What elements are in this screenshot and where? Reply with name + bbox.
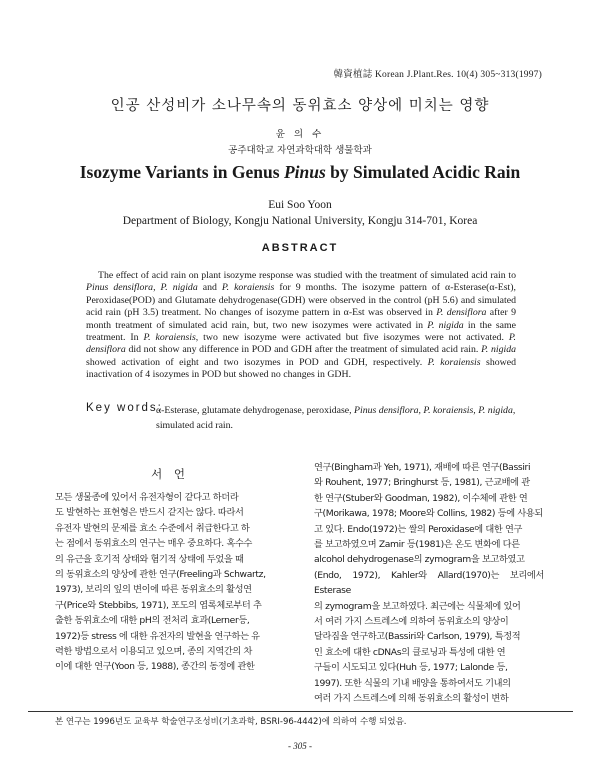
keywords-part: α-Esterase, glutamate dehydrogenase, peroxidase, — [156, 405, 354, 416]
body-text-line: 여러 가지 스트레스에 의해 동위효소의 활성이 변하 — [314, 693, 509, 705]
intro-heading: 서 언 — [151, 467, 189, 481]
abstract-species: P. koraiensis — [221, 282, 275, 294]
english-title-genus: Pinus — [283, 162, 326, 182]
korean-author: 윤 의 수 — [275, 129, 325, 140]
keywords-part: , simulated acid rain. — [156, 405, 516, 431]
english-title-part: Isozyme Variants in Genus — [79, 162, 284, 182]
abstract-species: P. densiflora — [436, 307, 487, 319]
abstract-text: for 9 months. The isozyme pattern of α-Esterase(α-Est), Peroxidase(POD) and Glutamate dehydrogenase(GDH) were observed in the control (pH 5.6) and simulated acid rain (pH 3.5) treatment. No changes of isozyme pattern in α-Est was observed in — [86, 282, 516, 319]
abstract-text: and — [197, 282, 222, 294]
english-affiliation: Department of Biology, Kongju National University, Kongju 314-701, Korea — [122, 215, 478, 227]
body-text-line: 의 동위효소의 양상에 관한 연구(Freeling과 Schwartz, — [55, 569, 266, 581]
abstract-text: after 9 month treatment of simulated acid rain, but, two new isozymes were activated in — [86, 307, 516, 331]
abstract-species: P. nigida — [481, 344, 516, 356]
abstract-species: P. koraiensis — [143, 332, 196, 344]
body-text-line: 1973), 보리의 잎의 변이에 따른 동위효소의 활성연 — [55, 584, 252, 596]
body-text-line: 유전자 발현의 문제를 효소 수준에서 취급한다고 하 — [55, 522, 250, 534]
abstract-text: , — [153, 282, 161, 294]
abstract-text: in the same treatment. In — [86, 319, 516, 344]
intro-right-column — [314, 460, 544, 707]
page-number: - 305 - — [288, 741, 312, 751]
abstract-text: , two new isozyme were activated but five isozymes were not activated. — [195, 332, 509, 344]
abstract-text: showed inactivation of 4 isozymes in POD but showed no changes in GDH. — [86, 356, 516, 381]
body-text-line: 구(Price와 Stebbibs, 1971), 포도의 엽록체로부터 추 — [55, 599, 262, 611]
korean-title: 인공 산성비가 소나무속의 동위효소 양상에 미치는 영향 — [110, 98, 490, 114]
body-text-line: 도 발현하는 표현형은 반드시 같지는 않다. 따라서 — [55, 507, 244, 519]
abstract-text: The effect of acid rain on plant isozyme response was studied with the treatment of simulated acid rain to — [98, 270, 516, 281]
english-title — [0, 162, 600, 183]
keywords-label: Key words: — [86, 402, 163, 414]
body-text-line: 력한 방법으로서 이용되고 있으며, 종의 지역간의 차 — [55, 646, 253, 658]
abstract-text: showed activation of eight and two isozymes in POD and GDH, respectively. — [86, 356, 428, 368]
keywords-text — [156, 403, 516, 433]
body-text-line: 를 보고하였으며 Zamir 등(1981)은 온도 변화에 다른 — [314, 539, 520, 551]
abstract-species: P. densiflora — [86, 332, 516, 356]
abstract-species: P. nigida — [160, 282, 198, 294]
funding-footnote: 본 연구는 1996년도 교육부 학술연구조성비(기초과학, BSRI-96-4442)에 의하여 수행 되었음. — [55, 717, 407, 727]
english-author: Eui Soo Yoon — [268, 199, 332, 211]
intro-left-column — [55, 490, 285, 675]
body-text-line: 출한 동위효소에 대한 pH의 전처리 효과(Lerner등, — [55, 615, 250, 627]
abstract-text: did not show any difference in POD and GDH after the treatment of simulated acid rain. — [125, 344, 482, 356]
body-text-line: 구들이 시도되고 있다(Huh 등, 1977; Lalonde 등, — [314, 662, 508, 674]
body-text-line: 서 여러 가지 스트레스에 의하여 동위효소의 양상이 — [314, 616, 509, 628]
body-text-line: 1997). 또한 식물의 기내 배양을 통하여서도 기내의 — [314, 677, 511, 689]
journal-citation: 韓資植誌 Korean J.Plant.Res. 10(4) 305~313(1997) — [333, 70, 542, 80]
body-text-line: 1972)등 stress 에 대한 유전자의 발현을 연구하는 유 — [55, 630, 260, 642]
body-text-line: 한 연구(Stuber와 Goodman, 1982), 이수체에 관한 연 — [314, 492, 528, 504]
korean-affiliation: 공주대학교 자연과학대학 생물학과 — [228, 145, 372, 156]
body-text-line: 구(Morikawa, 1978; Moore와 Collins, 1982) 등에 사용되 — [314, 508, 543, 520]
body-text-line: 의 유근을 호기적 상태와 혐기적 상태에 두었을 때 — [55, 553, 244, 565]
abstract-species: P. koraiensis — [427, 356, 481, 368]
body-text-line: 연구(Bingham과 Yeh, 1971), 재배에 따른 연구(Bassiri — [314, 462, 531, 473]
body-text-line: 달라짐을 연구하고(Bassiri와 Carlson, 1979), 특정적 — [314, 631, 521, 643]
body-text-line: 모든 생물종에 있어서 유전자형이 같다고 하더라 — [55, 492, 239, 503]
body-text-line: alcohol dehydrogenase의 zymogram을 보고하였고 — [314, 554, 525, 566]
body-text-line: 이에 대한 연구(Yoon 등, 1988), 종간의 동정에 관한 — [55, 661, 255, 673]
abstract-species: Pinus densiflora — [86, 282, 154, 294]
body-text-line: (Endo, 1972), Kahler와 Allard(1970)는 보리에서 Esterase — [314, 569, 544, 597]
abstract-heading: ABSTRACT — [261, 242, 339, 254]
abstract-species: P. nigida — [427, 319, 464, 331]
body-text-line: 고 있다. Endo(1972)는 쌀의 Peroxidase에 대한 연구 — [314, 523, 523, 535]
keywords-species: Pinus densiflora, P. koraiensis, P. nigida — [354, 405, 513, 416]
body-text-line: 인 효소에 대한 cDNAs의 클로닝과 특성에 대한 연 — [314, 646, 506, 658]
body-text-line: 와 Rouhent, 1977; Bringhurst 등, 1981), 근교배에 관 — [314, 477, 530, 489]
english-title-part: by Simulated Acidic Rain — [325, 162, 521, 182]
body-text-line: 는 점에서 동위효소의 연구는 매우 중요하다. 혹수수 — [55, 538, 253, 550]
footnote-divider — [28, 711, 573, 712]
body-text-line: 의 zymogram을 보고하였다. 최근에는 식물체에 있어 — [314, 600, 521, 612]
abstract-body — [86, 270, 516, 382]
